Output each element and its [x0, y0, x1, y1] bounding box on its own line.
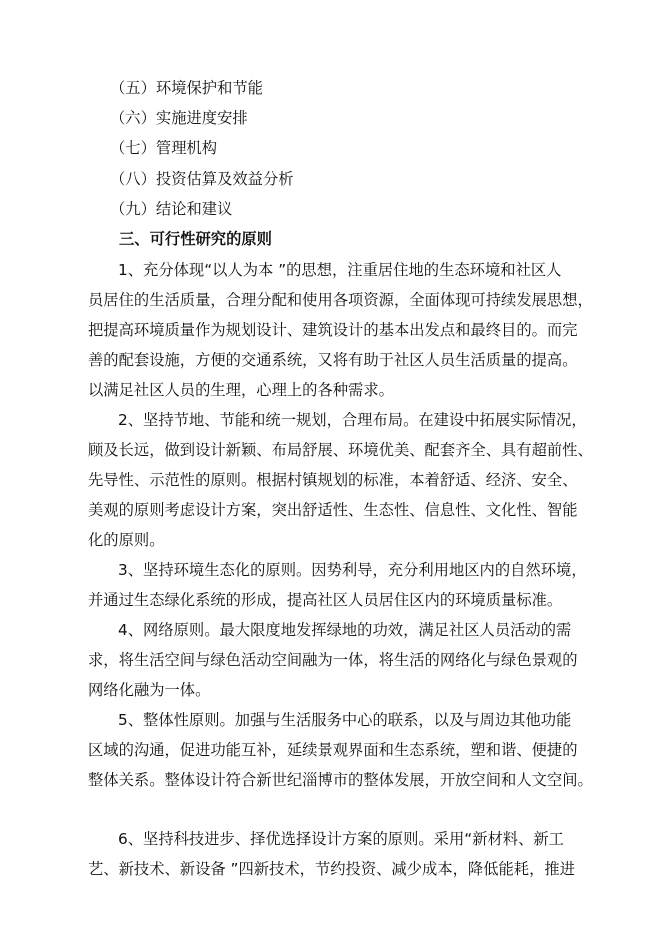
paragraph-line: 2、坚持节地、节能和统一规划，合理布局。在建设中拓展实际情况， — [118, 411, 587, 429]
paragraph-line: 6、坚持科技进步、择优选择设计方案的原则。采用“新材料、新工 — [118, 830, 564, 848]
paragraph-line: 网络化融为一体。 — [88, 681, 211, 699]
paragraph-line: 善的配套设施，方便的交通系统，又将有助于社区人员生活质量的提高。 — [88, 351, 578, 369]
paragraph-line: 员居住的生活质量，合理分配和使用各项资源，全面体现可持续发展思想， — [88, 291, 593, 309]
paragraph-line: 化的原则。 — [88, 531, 165, 549]
paragraph-line: 4、网络原则。最大限度地发挥绿地的功效，满足社区人员活动的需 — [118, 621, 572, 639]
paragraph-line: 整体关系。整体设计符合新世纪淄博市的整体发展，开放空间和人文空间。 — [88, 771, 593, 789]
paragraph-line: 并通过生态绿化系统的形成，提高社区人员居住区内的环境质量标准。 — [88, 591, 563, 609]
paragraph-line: 求，将生活空间与绿色活动空间融为一体，将生活的网络化与绿色景观的 — [88, 651, 578, 669]
list-item: （六）实施进度安排 — [110, 109, 248, 127]
paragraph-line: 顾及长远，做到设计新颖、布局舒展、环境优美、配套齐全、具有超前性、 — [88, 441, 593, 459]
list-item: （八）投资估算及效益分析 — [110, 170, 294, 188]
paragraph-line: 美观的原则考虑设计方案，突出舒适性、生态性、信息性、文化性、智能 — [88, 501, 578, 519]
paragraph-line: 5、整体性原则。加强与生活服务中心的联系，以及与周边其他功能 — [118, 711, 572, 729]
paragraph-line: 先导性、示范性的原则。根据村镇规划的标准，本着舒适、经济、安全、 — [88, 471, 578, 489]
list-item: （九）结论和建议 — [110, 200, 233, 218]
section-heading: 三、可行性研究的原则 — [119, 230, 272, 248]
paragraph-line: 区域的沟通，促进功能互补，延续景观界面和生态系统，塑和谐、便捷的 — [88, 741, 578, 759]
paragraph-line: 以满足社区人员的生理，心理上的各种需求。 — [88, 381, 394, 399]
list-item: （七）管理机构 — [110, 139, 218, 157]
paragraph-line: 艺、新技术、新设备 ”四新技术，节约投资、减少成本，降低能耗，推进 — [88, 860, 575, 878]
paragraph-line: 把提高环境质量作为规划设计、建筑设计的基本出发点和最终目的。而完 — [88, 321, 578, 339]
paragraph-line: 3、坚持环境生态化的原则。因势利导，充分利用地区内的自然环境， — [118, 561, 587, 579]
list-item: （五）环境保护和节能 — [110, 79, 263, 97]
paragraph-line: 1、充分体现“以人为本 ”的思想，注重居住地的生态环境和社区人 — [118, 261, 562, 279]
